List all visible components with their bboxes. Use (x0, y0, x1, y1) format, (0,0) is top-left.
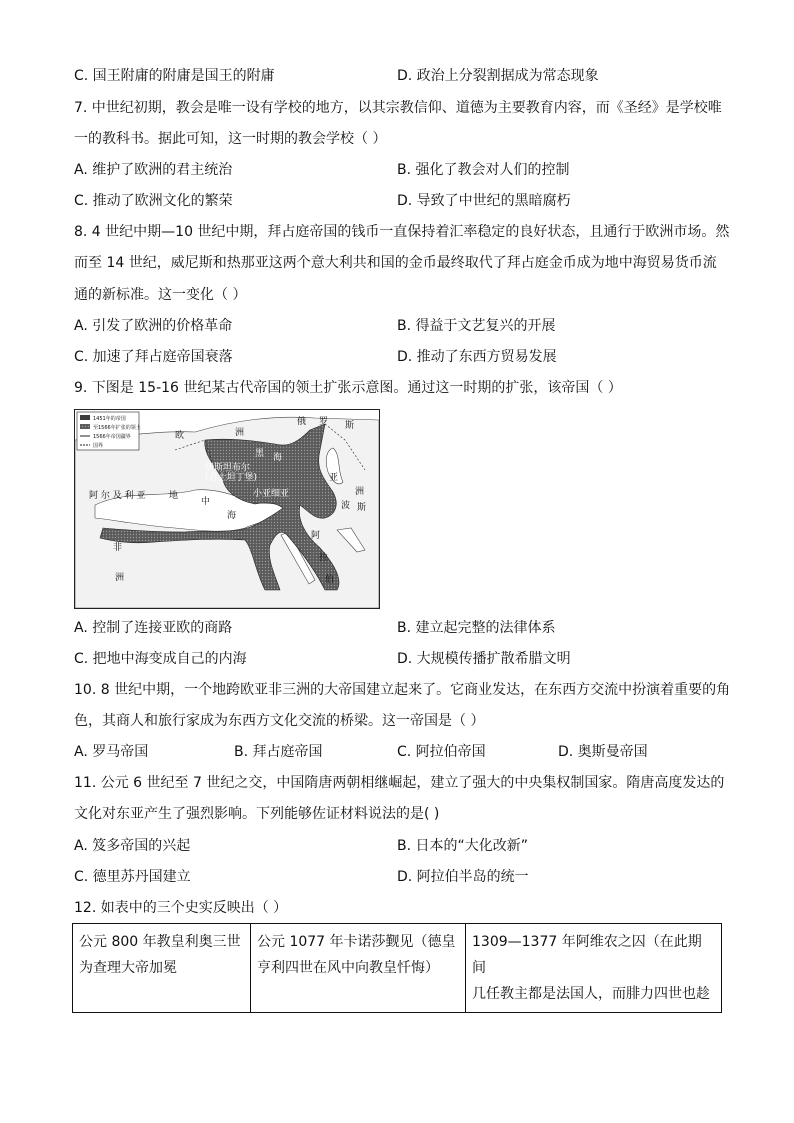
label-hai-black: 海 (273, 453, 283, 463)
q9-stem: 9. 下图是 15-16 世纪某古代帝国的领土扩张示意图。通过这一时期的扩张，该帝国（ ） (74, 380, 622, 396)
q9-option-d: D. 大规模传播扩散希腊文明 (397, 651, 571, 667)
q7-option-c: C. 推动了欧洲文化的繁荣 (74, 193, 233, 209)
cell-line: 亨利四世在风中向教皇忏悔） (257, 960, 439, 976)
label-bo: 波 (341, 501, 351, 511)
q10-option-a: A. 罗马帝国 (74, 744, 149, 760)
q11-option-c: C. 德里苏丹国建立 (74, 869, 191, 885)
legend-label-1451: 1451年的帝国 (93, 416, 126, 422)
q10-option-c: C. 阿拉伯帝国 (397, 744, 486, 760)
label-a: 阿 (311, 531, 321, 541)
label-hei: 黑 (255, 449, 265, 459)
cell-line: 公元 800 年教皇利奥三世 (79, 934, 241, 950)
table-cell (466, 924, 722, 1013)
legend-label-expansion: 至1566年扩张的领土 (93, 425, 141, 431)
q7-stem-line2: 一的教科书。据此可知，这一时期的教会学校（ ） (74, 131, 387, 147)
legend-label-border: 1566年帝国疆界 (93, 434, 131, 440)
label-aerjiliya: 阿 尔 及 利 亚 (89, 491, 146, 501)
q12-stem: 12. 如表中的三个史实反映出（ ） (74, 900, 288, 916)
q8-option-c: C. 加速了拜占庭帝国衰落 (74, 349, 233, 365)
q10-option-b: B. 拜占庭帝国 (234, 744, 323, 760)
label-si-persia: 斯 (357, 503, 367, 513)
q9-option-c: C. 把地中海变成自己的内海 (74, 651, 247, 667)
q11-option-d: D. 阿拉伯半岛的统一 (397, 869, 529, 885)
cell-line: 1309—1377 年阿维农之囚（在此期间 (472, 934, 702, 976)
legend-swatch-expansion (80, 424, 90, 429)
label-ya: 亚 (329, 473, 339, 483)
label-zhou-asia: 洲 (355, 487, 365, 497)
table-row (73, 924, 722, 1013)
q7-option-b: B. 强化了教会对人们的控制 (397, 162, 570, 178)
q8-stem-line1: 8. 4 世纪中期—10 世纪中期，拜占庭帝国的钱币一直保持着汇率稳定的良好状态，且通行于欧洲市场。然 (74, 224, 730, 240)
label-ou: 欧 (175, 431, 185, 441)
q12-table (72, 923, 722, 1013)
q10-option-d: D. 奥斯曼帝国 (558, 744, 648, 760)
label-zhong: 中 (201, 497, 211, 507)
q9-option-a: A. 控制了连接亚欧的商路 (74, 620, 233, 636)
q9-option-b: B. 建立起完整的法律体系 (397, 620, 556, 636)
map-svg (75, 410, 379, 608)
cell-line: 为查理大帝加冕 (79, 960, 177, 976)
label-hai-med: 海 (227, 511, 237, 521)
label-la: 拉 (319, 553, 329, 563)
label-eluo-3: 斯 (345, 421, 355, 431)
q8-option-d: D. 推动了东西方贸易发展 (397, 349, 557, 365)
q8-option-b: B. 得益于文艺复兴的开展 (397, 318, 556, 334)
q8-stem-line2: 而至 14 世纪，威尼斯和热那亚这两个意大利共和国的金币最终取代了拜占庭金币成为地中海贸易货币流 (74, 255, 717, 271)
label-fei: 非 (113, 543, 123, 553)
ottoman-expansion-map (74, 409, 380, 609)
legend-label-national: 国界 (93, 443, 104, 449)
label-eluo-2: 罗 (319, 417, 329, 427)
legend-swatch-1451 (80, 415, 90, 420)
label-istanbul-1: 伊斯坦布尔 (205, 463, 251, 473)
q11-option-b: B. 日本的“大化改新” (397, 838, 529, 854)
cell-line: 公元 1077 年卡诺莎觐见（德皇 (257, 934, 456, 950)
q8-option-a: A. 引发了欧洲的价格革命 (74, 318, 233, 334)
q11-option-a: A. 笈多帝国的兴起 (74, 838, 191, 854)
q7-stem-line1: 7. 中世纪初期，教会是唯一设有学校的地方，以其宗教信仰、道德为主要教育内容，而《圣经》是学校唯 (74, 100, 722, 116)
label-zhou-eu: 洲 (235, 428, 245, 438)
table-cell (251, 924, 466, 1013)
label-zhou-af: 洲 (115, 573, 125, 583)
q6-option-d: D. 政治上分裂割据成为常态现象 (397, 68, 599, 84)
label-eluo-1: 俄 (297, 417, 307, 427)
label-bo-arab: 伯 (325, 575, 335, 585)
q8-stem-line3: 通的新标准。这一变化（ ） (74, 287, 247, 303)
q6-option-c: C. 国王附庸的附庸是国王的附庸 (74, 68, 275, 84)
q7-option-d: D. 导致了中世纪的黑暗腐朽 (397, 193, 571, 209)
q10-stem-line1: 10. 8 世纪中期，一个地跨欧亚非三洲的大帝国建立起来了。它商业发达，在东西方交流中扮演着重要的角 (74, 682, 731, 698)
q10-stem-line2: 色，其商人和旅行家成为东西方文化交流的桥梁。这一帝国是（ ） (74, 713, 485, 729)
label-istanbul-2: (君士坦丁堡) (205, 473, 258, 483)
label-di: 地 (169, 491, 179, 501)
table-cell (73, 924, 251, 1013)
cell-line: 几任教主都是法国人，而腓力四世也趁 (472, 986, 710, 1002)
q11-stem-line2: 文化对东亚产生了强烈影响。下列能够佐证材料说法的是( ) (74, 806, 440, 822)
q7-option-a: A. 维护了欧洲的君主统治 (74, 162, 233, 178)
q11-stem-line1: 11. 公元 6 世纪至 7 世纪之交，中国隋唐两朝相继崛起，建立了强大的中央集权制国家。隋唐高度发达的 (74, 775, 725, 791)
label-xiaoyaxiya: 小亚细亚 (253, 489, 290, 499)
